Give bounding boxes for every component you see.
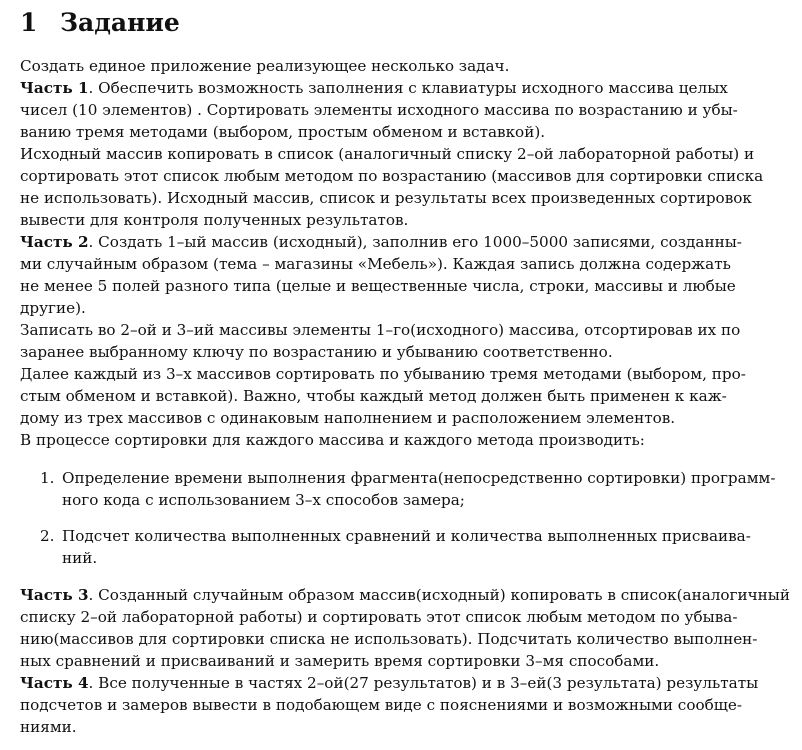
intro-line: Создать единое приложение реализующее несколько задач. xyxy=(20,57,510,75)
part3-label: Часть 3 xyxy=(20,586,89,604)
part2-label: Часть 2 xyxy=(20,233,89,251)
part3-text-1: . Созданный случайным образом массив(исходный) копировать в список(аналогичный xyxy=(88,586,790,604)
part1-text-1: . Обеспечить возможность заполнения с клавиатуры исходного массива целых xyxy=(88,79,728,97)
part2-line-3: не менее 5 полей разного типа (целые и вещественные числа, строки, массивы и любые xyxy=(20,277,736,295)
part2-line-10: В процессе сортировки для каждого массива и каждого метода производить: xyxy=(20,431,645,449)
part1-line-7: вывести для контроля полученных результатов. xyxy=(20,211,409,229)
part1-label: Часть 1 xyxy=(20,79,89,97)
part2-text-1: . Создать 1–ый массив (исходный), заполнив его 1000–5000 записями, созданны- xyxy=(88,233,742,251)
part1-line-2: чисел (10 элементов) . Сортировать элементы исходного массива по возрастанию и убы- xyxy=(20,101,738,119)
part2-line-4: другие). xyxy=(20,299,86,317)
list-item-1-line-1: Определение времени выполнения фрагмента(непосредственно сортировки) программ- xyxy=(62,469,776,487)
part1-line-5: сортировать этот список любым методом по возрастанию (массивов для сортировки списка xyxy=(20,167,764,185)
part2-line-7: Далее каждый из 3–х массивов сортировать по убыванию тремя методами (выбором, про- xyxy=(20,365,746,383)
part4-label: Часть 4 xyxy=(20,674,89,692)
list-item-2-line-2: ний. xyxy=(62,549,98,567)
section-heading xyxy=(20,6,180,40)
part4-line-2: подсчетов и замеров вывести в подобающем виде с пояснениями и возможными сообще- xyxy=(20,696,742,714)
part3-line-2: списку 2–ой лабораторной работы) и сортировать этот список любым методом по убыва- xyxy=(20,608,738,626)
part4-line-1 xyxy=(20,673,758,693)
part2-line-1 xyxy=(20,232,742,252)
part3-line-1 xyxy=(20,585,790,605)
part4-line-3: ниями. xyxy=(20,718,77,736)
list-item-2-line-1: Подсчет количества выполненных сравнений и количества выполненных присваива- xyxy=(62,527,751,545)
part1-line-1 xyxy=(20,78,728,98)
part2-line-2: ми случайным образом (тема – магазины «Мебель»). Каждая запись должна содержать xyxy=(20,255,731,273)
part3-line-3: нию(массивов для сортировки списка не использовать). Подсчитать количество выполнен- xyxy=(20,630,758,648)
part4-text-1: . Все полученные в частях 2–ой(27 результатов) и в 3–ей(3 результата) результаты xyxy=(88,674,759,692)
section-number: 1 xyxy=(20,8,38,37)
section-title: Задание xyxy=(60,8,180,37)
part2-line-5: Записать во 2–ой и 3–ий массивы элементы 1–го(исходного) массива, отсортировав их по xyxy=(20,321,741,339)
part1-line-6: не использовать). Исходный массив, список и результаты всех произведенных сортировок xyxy=(20,189,752,207)
part2-line-9: дому из трех массивов с одинаковым наполнением и расположением элементов. xyxy=(20,409,676,427)
part1-line-4: Исходный массив копировать в список (аналогичный списку 2–ой лабораторной работы) и xyxy=(20,145,755,163)
list-item-1-number: 1. xyxy=(40,469,55,487)
list-item-2-number: 2. xyxy=(40,527,55,545)
part2-line-8: стым обменом и вставкой). Важно, чтобы каждый метод должен быть применен к каж- xyxy=(20,387,727,405)
part1-line-3: ванию тремя методами (выбором, простым обменом и вставкой). xyxy=(20,123,546,141)
part3-line-4: ных сравнений и присваиваний и замерить время сортировки 3–мя способами. xyxy=(20,652,660,670)
list-item-1-line-2: ного кода с использованием 3–х способов замера; xyxy=(62,491,465,509)
part2-line-6: заранее выбранному ключу по возрастанию и убыванию соответственно. xyxy=(20,343,613,361)
